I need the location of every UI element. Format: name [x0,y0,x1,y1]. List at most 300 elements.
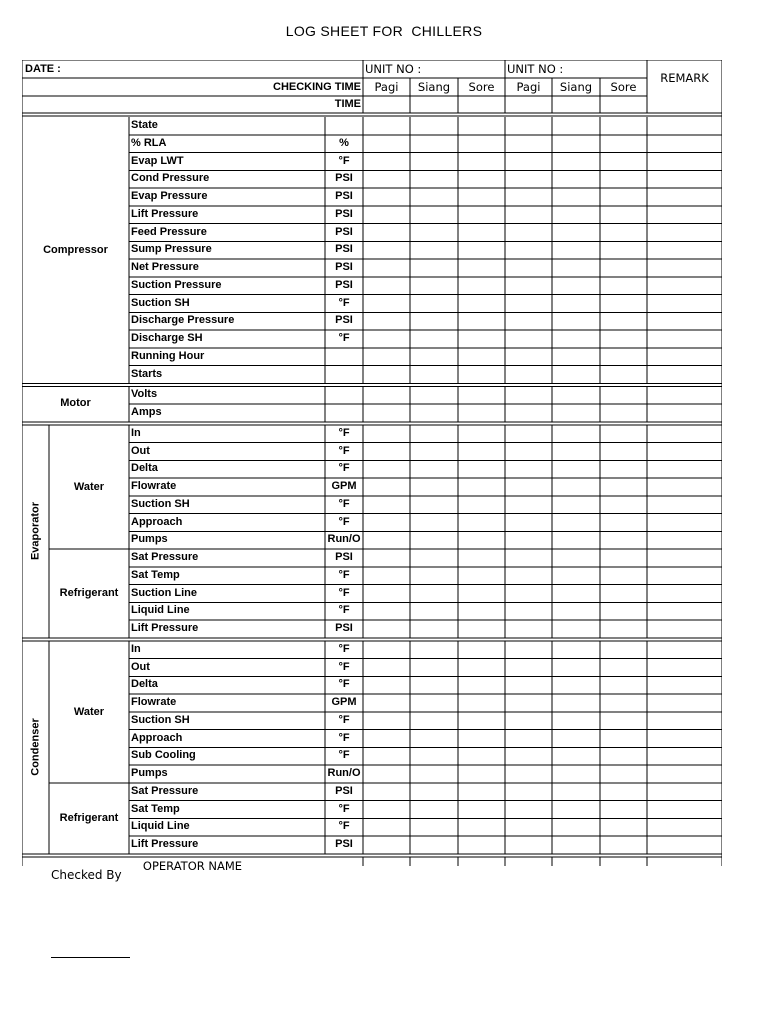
reading-cell[interactable] [552,404,600,422]
reading-cell[interactable] [600,153,647,171]
reading-cell[interactable] [600,330,647,348]
reading-cell[interactable] [552,277,600,295]
operator-name-cell[interactable] [600,857,647,875]
reading-cell[interactable] [363,443,410,461]
reading-cell[interactable] [600,277,647,295]
remark-cell[interactable] [647,348,722,366]
reading-cell[interactable] [363,277,410,295]
reading-cell[interactable] [458,801,505,819]
remark-cell[interactable] [647,478,722,496]
reading-cell[interactable] [458,783,505,801]
reading-cell[interactable] [410,425,458,443]
reading-cell[interactable] [505,348,552,366]
reading-cell[interactable] [363,694,410,712]
param-label: Evap LWT [131,154,184,167]
remark-cell[interactable] [647,514,722,532]
reading-cell[interactable] [410,747,458,765]
reading-cell[interactable] [505,659,552,677]
reading-cell[interactable] [600,641,647,659]
reading-cell[interactable] [410,818,458,836]
remark-cell[interactable] [647,659,722,677]
reading-cell[interactable] [600,659,647,677]
remark-cell[interactable] [647,443,722,461]
reading-cell[interactable] [410,241,458,259]
reading-cell[interactable] [363,404,410,422]
reading-cell[interactable] [600,801,647,819]
reading-cell[interactable] [363,765,410,783]
reading-cell[interactable] [505,386,552,404]
reading-cell[interactable] [505,496,552,514]
reading-cell[interactable] [458,312,505,330]
reading-cell[interactable] [458,348,505,366]
reading-cell[interactable] [363,567,410,585]
reading-cell[interactable] [552,514,600,532]
reading-cell[interactable] [505,694,552,712]
reading-cell[interactable] [363,330,410,348]
reading-cell[interactable] [600,585,647,603]
reading-cell[interactable] [458,747,505,765]
reading-cell[interactable] [505,312,552,330]
reading-cell[interactable] [410,135,458,153]
reading-cell[interactable] [552,531,600,549]
reading-cell[interactable] [505,460,552,478]
reading-cell[interactable] [363,295,410,313]
param-label: Suction SH [131,497,190,510]
reading-cell[interactable] [363,188,410,206]
reading-cell[interactable] [363,712,410,730]
reading-cell[interactable] [505,801,552,819]
reading-cell[interactable] [600,549,647,567]
reading-cell[interactable] [552,443,600,461]
reading-cell[interactable] [505,277,552,295]
reading-cell[interactable] [600,135,647,153]
remark-cell[interactable] [647,170,722,188]
reading-cell[interactable] [600,295,647,313]
reading-cell[interactable] [363,478,410,496]
reading-cell[interactable] [552,641,600,659]
shift-label-siang-1: Siang [417,80,451,94]
reading-cell[interactable] [505,765,552,783]
reading-cell[interactable] [505,206,552,224]
remark-cell[interactable] [647,730,722,748]
reading-cell[interactable] [458,676,505,694]
remark-cell[interactable] [647,206,722,224]
reading-cell[interactable] [505,514,552,532]
reading-cell[interactable] [600,818,647,836]
remark-cell[interactable] [647,117,722,135]
reading-cell[interactable] [363,206,410,224]
reading-cell[interactable] [600,206,647,224]
reading-cell[interactable] [505,224,552,242]
reading-cell[interactable] [410,694,458,712]
reading-cell[interactable] [552,783,600,801]
remark-cell[interactable] [647,712,722,730]
reading-cell[interactable] [363,259,410,277]
remark-cell[interactable] [647,386,722,404]
reading-cell[interactable] [505,241,552,259]
reading-cell[interactable] [410,117,458,135]
reading-cell[interactable] [363,730,410,748]
reading-cell[interactable] [505,747,552,765]
remark-cell[interactable] [647,641,722,659]
reading-cell[interactable] [410,585,458,603]
reading-cell[interactable] [410,259,458,277]
reading-cell[interactable] [410,224,458,242]
reading-cell[interactable] [552,224,600,242]
remark-cell[interactable] [647,153,722,171]
reading-cell[interactable] [552,747,600,765]
reading-cell[interactable] [458,712,505,730]
reading-cell[interactable] [600,241,647,259]
reading-cell[interactable] [505,188,552,206]
reading-cell[interactable] [600,386,647,404]
reading-cell[interactable] [552,188,600,206]
reading-cell[interactable] [363,224,410,242]
remark-cell[interactable] [647,366,722,384]
reading-cell[interactable] [410,641,458,659]
reading-cell[interactable] [458,135,505,153]
reading-cell[interactable] [458,153,505,171]
reading-cell[interactable] [552,259,600,277]
reading-cell[interactable] [600,348,647,366]
reading-cell[interactable] [458,659,505,677]
reading-cell[interactable] [458,170,505,188]
remark-cell[interactable] [647,694,722,712]
reading-cell[interactable] [505,783,552,801]
reading-cell[interactable] [363,135,410,153]
reading-cell[interactable] [410,549,458,567]
reading-cell[interactable] [505,443,552,461]
reading-cell[interactable] [505,330,552,348]
reading-cell[interactable] [458,224,505,242]
reading-cell[interactable] [552,295,600,313]
reading-cell[interactable] [552,712,600,730]
reading-cell[interactable] [410,496,458,514]
reading-cell[interactable] [410,602,458,620]
reading-cell[interactable] [458,206,505,224]
reading-cell[interactable] [410,676,458,694]
reading-cell[interactable] [600,531,647,549]
operator-name-cell[interactable] [410,857,458,875]
reading-cell[interactable] [505,549,552,567]
reading-cell[interactable] [552,312,600,330]
reading-cell[interactable] [363,659,410,677]
reading-cell[interactable] [410,348,458,366]
remark-cell[interactable] [647,783,722,801]
reading-cell[interactable] [363,620,410,638]
reading-cell[interactable] [600,712,647,730]
reading-cell[interactable] [363,836,410,854]
remark-cell[interactable] [647,425,722,443]
reading-cell[interactable] [552,585,600,603]
remark-cell[interactable] [647,135,722,153]
reading-cell[interactable] [363,676,410,694]
reading-cell[interactable] [505,602,552,620]
reading-cell[interactable] [552,153,600,171]
reading-cell[interactable] [505,135,552,153]
reading-cell[interactable] [363,312,410,330]
reading-cell[interactable] [600,694,647,712]
reading-cell[interactable] [458,765,505,783]
operator-name-cell[interactable] [505,857,552,875]
reading-cell[interactable] [505,730,552,748]
operator-name-cell[interactable] [458,857,505,875]
reading-cell[interactable] [458,241,505,259]
reading-cell[interactable] [458,585,505,603]
reading-cell[interactable] [505,259,552,277]
remark-cell[interactable] [647,241,722,259]
reading-cell[interactable] [410,404,458,422]
reading-cell[interactable] [600,404,647,422]
reading-cell[interactable] [410,478,458,496]
reading-cell[interactable] [600,443,647,461]
reading-cell[interactable] [600,117,647,135]
reading-cell[interactable] [363,641,410,659]
reading-cell[interactable] [410,460,458,478]
reading-cell[interactable] [600,567,647,585]
remark-cell[interactable] [647,188,722,206]
remark-cell[interactable] [647,676,722,694]
reading-cell[interactable] [600,620,647,638]
remark-cell[interactable] [647,747,722,765]
reading-cell[interactable] [552,496,600,514]
remark-cell[interactable] [647,277,722,295]
reading-cell[interactable] [410,206,458,224]
reading-cell[interactable] [458,641,505,659]
remark-cell[interactable] [647,836,722,854]
reading-cell[interactable] [363,460,410,478]
reading-cell[interactable] [600,747,647,765]
remark-cell[interactable] [647,620,722,638]
reading-cell[interactable] [505,425,552,443]
reading-cell[interactable] [505,836,552,854]
remark-cell[interactable] [647,312,722,330]
reading-cell[interactable] [410,730,458,748]
reading-cell[interactable] [552,676,600,694]
operator-name-cell[interactable] [363,857,410,875]
reading-cell[interactable] [410,783,458,801]
param-label: Flowrate [131,480,177,492]
reading-cell[interactable] [458,259,505,277]
reading-cell[interactable] [458,531,505,549]
reading-cell[interactable] [363,801,410,819]
reading-cell[interactable] [552,330,600,348]
reading-cell[interactable] [410,330,458,348]
reading-cell[interactable] [552,241,600,259]
reading-cell[interactable] [505,478,552,496]
reading-cell[interactable] [600,765,647,783]
reading-cell[interactable] [410,659,458,677]
remark-cell[interactable] [647,531,722,549]
reading-cell[interactable] [458,478,505,496]
reading-cell[interactable] [410,801,458,819]
reading-cell[interactable] [552,801,600,819]
reading-cell[interactable] [600,425,647,443]
unit-label: % [339,136,349,149]
reading-cell[interactable] [505,153,552,171]
reading-cell[interactable] [552,659,600,677]
reading-cell[interactable] [552,135,600,153]
reading-cell[interactable] [410,765,458,783]
reading-cell[interactable] [363,348,410,366]
reading-cell[interactable] [458,404,505,422]
reading-cell[interactable] [363,153,410,171]
remark-cell[interactable] [647,602,722,620]
remark-cell[interactable] [647,295,722,313]
remark-cell[interactable] [647,496,722,514]
reading-cell[interactable] [600,312,647,330]
reading-cell[interactable] [600,478,647,496]
reading-cell[interactable] [410,443,458,461]
signature-line [51,957,130,958]
reading-cell[interactable] [458,330,505,348]
reading-cell[interactable] [600,496,647,514]
reading-cell[interactable] [552,549,600,567]
reading-cell[interactable] [458,818,505,836]
remark-cell[interactable] [647,585,722,603]
reading-cell[interactable] [363,818,410,836]
reading-cell[interactable] [458,188,505,206]
reading-cell[interactable] [505,641,552,659]
reading-cell[interactable] [505,712,552,730]
reading-cell[interactable] [458,366,505,384]
remark-cell[interactable] [647,404,722,422]
reading-cell[interactable] [505,404,552,422]
reading-cell[interactable] [600,224,647,242]
reading-cell[interactable] [552,117,600,135]
reading-cell[interactable] [552,765,600,783]
reading-cell[interactable] [410,312,458,330]
remark-cell[interactable] [647,224,722,242]
reading-cell[interactable] [600,514,647,532]
reading-cell[interactable] [410,170,458,188]
reading-cell[interactable] [552,170,600,188]
reading-cell[interactable] [363,514,410,532]
reading-cell[interactable] [600,259,647,277]
reading-cell[interactable] [410,531,458,549]
reading-cell[interactable] [552,836,600,854]
remark-cell[interactable] [647,765,722,783]
reading-cell[interactable] [552,460,600,478]
reading-cell[interactable] [458,386,505,404]
reading-cell[interactable] [458,443,505,461]
reading-cell[interactable] [410,277,458,295]
remark-cell[interactable] [647,460,722,478]
reading-cell[interactable] [363,783,410,801]
reading-cell[interactable] [363,366,410,384]
reading-cell[interactable] [552,602,600,620]
reading-cell[interactable] [505,585,552,603]
reading-cell[interactable] [600,602,647,620]
reading-cell[interactable] [600,460,647,478]
reading-cell[interactable] [458,496,505,514]
reading-cell[interactable] [410,620,458,638]
remark-cell[interactable] [647,567,722,585]
reading-cell[interactable] [458,277,505,295]
reading-cell[interactable] [410,386,458,404]
reading-cell[interactable] [363,549,410,567]
reading-cell[interactable] [458,836,505,854]
remark-cell[interactable] [647,801,722,819]
reading-cell[interactable] [363,425,410,443]
reading-cell[interactable] [505,117,552,135]
reading-cell[interactable] [458,514,505,532]
operator-name-cell[interactable] [552,857,600,875]
param-label: Suction SH [131,713,190,726]
reading-cell[interactable] [552,478,600,496]
reading-cell[interactable] [458,117,505,135]
reading-cell[interactable] [600,836,647,854]
reading-cell[interactable] [505,818,552,836]
reading-cell[interactable] [600,730,647,748]
reading-cell[interactable] [552,694,600,712]
reading-cell[interactable] [600,170,647,188]
reading-cell[interactable] [458,460,505,478]
reading-cell[interactable] [410,366,458,384]
reading-cell[interactable] [458,694,505,712]
reading-cell[interactable] [363,386,410,404]
reading-cell[interactable] [505,676,552,694]
reading-cell[interactable] [600,188,647,206]
reading-cell[interactable] [363,531,410,549]
reading-cell[interactable] [363,747,410,765]
reading-cell[interactable] [363,241,410,259]
reading-cell[interactable] [552,386,600,404]
reading-cell[interactable] [552,567,600,585]
reading-cell[interactable] [552,366,600,384]
reading-cell[interactable] [505,366,552,384]
reading-cell[interactable] [505,531,552,549]
reading-cell[interactable] [552,206,600,224]
reading-cell[interactable] [458,620,505,638]
reading-cell[interactable] [505,170,552,188]
reading-cell[interactable] [552,348,600,366]
reading-cell[interactable] [505,620,552,638]
reading-cell[interactable] [505,567,552,585]
reading-cell[interactable] [410,712,458,730]
reading-cell[interactable] [552,730,600,748]
reading-cell[interactable] [458,567,505,585]
reading-cell[interactable] [410,567,458,585]
reading-cell[interactable] [458,425,505,443]
reading-cell[interactable] [410,295,458,313]
reading-cell[interactable] [505,295,552,313]
reading-cell[interactable] [410,153,458,171]
reading-cell[interactable] [410,188,458,206]
reading-cell[interactable] [600,366,647,384]
reading-cell[interactable] [410,836,458,854]
reading-cell[interactable] [600,676,647,694]
reading-cell[interactable] [410,514,458,532]
reading-cell[interactable] [552,620,600,638]
reading-cell[interactable] [458,549,505,567]
reading-cell[interactable] [363,117,410,135]
reading-cell[interactable] [363,602,410,620]
reading-cell[interactable] [458,730,505,748]
reading-cell[interactable] [363,170,410,188]
reading-cell[interactable] [363,585,410,603]
remark-cell[interactable] [647,549,722,567]
reading-cell[interactable] [600,783,647,801]
reading-cell[interactable] [458,295,505,313]
reading-cell[interactable] [552,425,600,443]
reading-cell[interactable] [458,602,505,620]
reading-cell[interactable] [552,818,600,836]
remark-cell[interactable] [647,330,722,348]
reading-cell[interactable] [363,496,410,514]
remark-cell[interactable] [647,818,722,836]
remark-cell[interactable] [647,259,722,277]
